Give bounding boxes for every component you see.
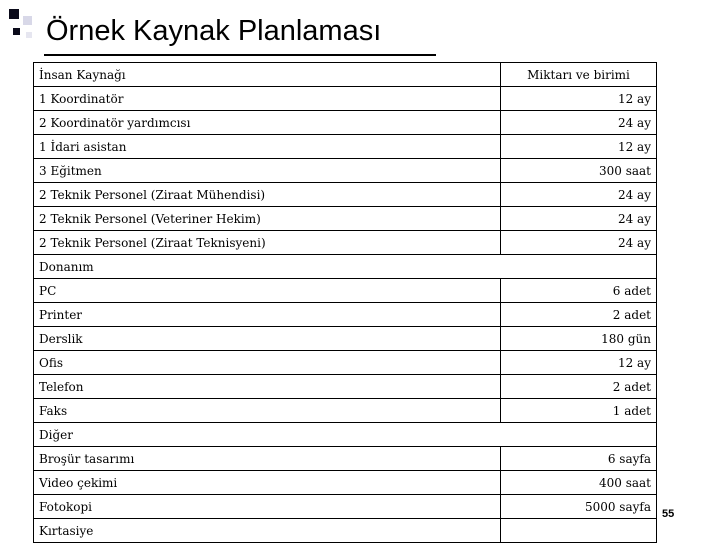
resource-cell: Telefon (34, 375, 501, 399)
table-row (34, 231, 657, 255)
corner-square-decoration (13, 28, 20, 35)
quantity-cell: 400 saat (501, 471, 657, 495)
quantity-cell: 2 adet (501, 375, 657, 399)
quantity-cell: 6 sayfa (501, 447, 657, 471)
table-body (34, 87, 657, 543)
resource-cell: Broşür tasarımı (34, 447, 501, 471)
table-row (34, 207, 657, 231)
table-header-row (34, 63, 657, 87)
resource-table (33, 62, 657, 543)
column-header-quantity: Miktarı ve birimi (501, 63, 657, 87)
quantity-cell: 24 ay (501, 183, 657, 207)
resource-cell: 2 Teknik Personel (Ziraat Mühendisi) (34, 183, 501, 207)
table-row (34, 135, 657, 159)
resource-cell: Printer (34, 303, 501, 327)
table-row (34, 351, 657, 375)
resource-cell: 1 İdari asistan (34, 135, 501, 159)
table-row (34, 111, 657, 135)
resource-cell: Kırtasiye (34, 519, 501, 543)
table-row (34, 375, 657, 399)
quantity-cell: 24 ay (501, 207, 657, 231)
quantity-cell: 5000 sayfa (501, 495, 657, 519)
table-row (34, 471, 657, 495)
section-label: Diğer (34, 423, 657, 447)
resource-cell: 2 Koordinatör yardımcısı (34, 111, 501, 135)
section-header-row (34, 255, 657, 279)
quantity-cell: 180 gün (501, 327, 657, 351)
resource-cell: Video çekimi (34, 471, 501, 495)
table-row (34, 519, 657, 543)
resource-cell: 2 Teknik Personel (Ziraat Teknisyeni) (34, 231, 501, 255)
table-row (34, 447, 657, 471)
resource-cell: Ofis (34, 351, 501, 375)
page-title: Örnek Kaynak Planlaması (46, 15, 382, 47)
quantity-cell: 12 ay (501, 351, 657, 375)
section-label: Donanım (34, 255, 657, 279)
resource-cell: 1 Koordinatör (34, 87, 501, 111)
quantity-cell: 6 adet (501, 279, 657, 303)
section-header-row (34, 423, 657, 447)
quantity-cell: 24 ay (501, 231, 657, 255)
table-row (34, 279, 657, 303)
resource-cell: Fotokopi (34, 495, 501, 519)
resource-cell: 2 Teknik Personel (Veteriner Hekim) (34, 207, 501, 231)
quantity-cell: 1 adet (501, 399, 657, 423)
quantity-cell: 300 saat (501, 159, 657, 183)
table-row (34, 399, 657, 423)
column-header-resource: İnsan Kaynağı (34, 63, 501, 87)
corner-square-decoration (9, 9, 19, 19)
quantity-cell: 12 ay (501, 87, 657, 111)
corner-square-decoration (23, 16, 32, 25)
quantity-cell (501, 519, 657, 543)
table-row (34, 327, 657, 351)
resource-cell: 3 Eğitmen (34, 159, 501, 183)
corner-square-decoration (26, 32, 32, 38)
table-row (34, 495, 657, 519)
table-row (34, 87, 657, 111)
quantity-cell: 12 ay (501, 135, 657, 159)
quantity-cell: 2 adet (501, 303, 657, 327)
table-row (34, 303, 657, 327)
table-row (34, 183, 657, 207)
title-underline (44, 54, 436, 56)
resource-cell: Faks (34, 399, 501, 423)
resource-cell: PC (34, 279, 501, 303)
page-number: 55 (662, 508, 675, 520)
quantity-cell: 24 ay (501, 111, 657, 135)
table-row (34, 159, 657, 183)
resource-cell: Derslik (34, 327, 501, 351)
